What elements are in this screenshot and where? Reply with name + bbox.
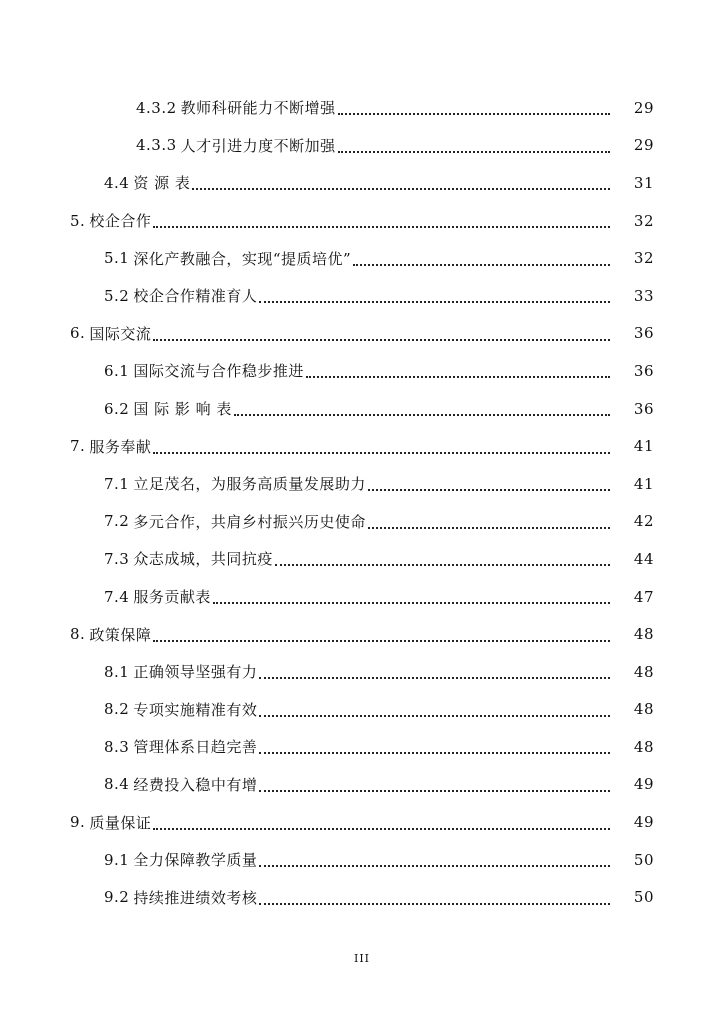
toc-entry[interactable] — [0, 390, 724, 428]
toc-entry[interactable] — [0, 803, 724, 841]
dot-leader — [368, 488, 610, 491]
toc-entry[interactable] — [0, 578, 724, 616]
toc-entry-number: 7.2 — [104, 512, 130, 531]
toc-entry-title: 校企合作 — [89, 212, 152, 231]
toc-entry-number: 6.1 — [104, 361, 130, 380]
toc-entry-title: 国际交流与合作稳步推进 — [133, 362, 304, 381]
dot-leader — [153, 225, 610, 228]
toc-entry-page: 47 — [633, 587, 654, 606]
toc-entry-page: 48 — [633, 700, 654, 719]
toc-entry-title: 管理体系日趋完善 — [133, 738, 258, 757]
toc-entry-title: 立足茂名，为服务高质量发展助力 — [133, 475, 366, 494]
toc-entry-page: 36 — [633, 324, 654, 343]
toc-entry[interactable] — [0, 653, 724, 691]
toc-entry-number: 5. — [70, 211, 86, 230]
toc-entry-title: 多元合作，共肩乡村振兴历史使命 — [133, 512, 366, 531]
toc-entry[interactable] — [0, 465, 724, 503]
toc-entry[interactable] — [0, 427, 724, 465]
toc-entry-number: 8.1 — [104, 662, 130, 681]
toc-entry-number: 4.4 — [104, 173, 130, 192]
toc-entry-page: 48 — [633, 662, 654, 681]
dot-leader — [259, 789, 610, 792]
toc-entry-number: 8.3 — [104, 737, 130, 756]
toc-entry-number: 7. — [70, 437, 86, 456]
dot-leader — [259, 864, 610, 867]
toc-entry-page: 41 — [633, 437, 654, 456]
dot-leader — [368, 526, 610, 529]
toc-entry-number: 7.1 — [104, 474, 130, 493]
toc-entry-number: 9.1 — [104, 850, 130, 869]
toc-entry-title: 正确领导坚强有力 — [133, 663, 258, 682]
dot-leader — [153, 451, 610, 454]
toc-entry-page: 29 — [633, 136, 654, 155]
toc-entry[interactable] — [0, 540, 724, 578]
toc-entry-title: 政策保障 — [89, 625, 152, 644]
dot-leader — [259, 300, 610, 303]
toc-entry-page: 44 — [633, 549, 654, 568]
toc-entry-number: 4.3.2 — [136, 98, 177, 117]
dot-leader — [153, 338, 610, 341]
toc-entry[interactable] — [0, 127, 724, 165]
dot-leader — [234, 413, 610, 416]
toc-entry-number: 7.3 — [104, 549, 130, 568]
toc-entry-title: 专项实施精准有效 — [133, 700, 258, 719]
toc-entry-title: 服务贡献表 — [133, 588, 211, 607]
dot-leader — [259, 676, 610, 679]
toc-entry-title: 服务奉献 — [89, 437, 152, 456]
dot-leader — [259, 714, 610, 717]
toc-entry-title: 教师科研能力不断增强 — [180, 99, 336, 118]
toc-entry-number: 6. — [70, 324, 86, 343]
toc-entry-page: 36 — [633, 399, 654, 418]
toc-entry-page: 29 — [633, 98, 654, 117]
toc-entry-number: 8.4 — [104, 775, 130, 794]
toc-entry-page: 42 — [633, 512, 654, 531]
toc-entry-title: 全力保障教学质量 — [133, 851, 258, 870]
toc-entry-title: 经费投入稳中有增 — [133, 775, 258, 794]
toc-entry-title: 质量保证 — [89, 813, 152, 832]
toc-entry[interactable] — [0, 766, 724, 804]
toc-entry-page: 48 — [633, 625, 654, 644]
toc-entry[interactable] — [0, 691, 724, 729]
toc-entry[interactable] — [0, 352, 724, 390]
dot-leader — [213, 601, 610, 604]
toc-entry-title: 众志成城，共同抗疫 — [133, 550, 273, 569]
dot-leader — [192, 187, 610, 190]
toc-entry-page: 50 — [633, 850, 654, 869]
toc-entry-title: 人才引进力度不断加强 — [180, 136, 336, 155]
toc-entry-title: 资 源 表 — [133, 174, 191, 193]
dot-leader — [338, 112, 610, 115]
toc-entry[interactable] — [0, 89, 724, 127]
dot-leader — [153, 827, 610, 830]
toc-entry[interactable] — [0, 239, 724, 277]
toc-entry-page: 36 — [633, 361, 654, 380]
toc-entry-title: 国际交流 — [89, 324, 152, 343]
toc-entry-number: 9.2 — [104, 888, 130, 907]
toc-entry-page: 33 — [633, 286, 654, 305]
dot-leader — [338, 150, 610, 153]
toc-entry[interactable] — [0, 841, 724, 879]
dot-leader — [275, 563, 610, 566]
toc-entry-page: 32 — [633, 211, 654, 230]
toc-entry-number: 5.1 — [104, 249, 130, 268]
toc-entry-number: 8.2 — [104, 700, 130, 719]
toc-entry-page: 48 — [633, 737, 654, 756]
toc-entry[interactable] — [0, 202, 724, 240]
toc-entry-number: 9. — [70, 813, 86, 832]
toc-entry[interactable] — [0, 615, 724, 653]
toc-entry-number: 5.2 — [104, 286, 130, 305]
toc-entry-title: 国 际 影 响 表 — [133, 400, 232, 419]
toc-entry-page: 31 — [633, 173, 654, 192]
toc-entry[interactable] — [0, 315, 724, 353]
toc-entry-title: 深化产教融合，实现“提质培优” — [133, 249, 352, 268]
toc-entry-number: 4.3.3 — [136, 136, 177, 155]
toc-entry[interactable] — [0, 878, 724, 916]
dot-leader — [259, 902, 610, 905]
toc-entry-page: 49 — [633, 813, 654, 832]
toc-entry-title: 校企合作精准育人 — [133, 287, 258, 306]
toc-entry-page: 50 — [633, 888, 654, 907]
toc-entry-page: 32 — [633, 249, 654, 268]
toc-entry[interactable] — [0, 503, 724, 541]
dot-leader — [259, 751, 610, 754]
toc-entry[interactable] — [0, 164, 724, 202]
toc-entry-page: 49 — [633, 775, 654, 794]
toc-entry-number: 7.4 — [104, 587, 130, 606]
table-of-contents — [0, 89, 724, 916]
page-number: III — [353, 952, 371, 965]
toc-entry-number: 6.2 — [104, 399, 130, 418]
dot-leader — [353, 263, 610, 266]
dot-leader — [306, 375, 610, 378]
toc-entry[interactable] — [0, 728, 724, 766]
toc-entry-title: 持续推进绩效考核 — [133, 888, 258, 907]
toc-entry[interactable] — [0, 277, 724, 315]
toc-entry-number: 8. — [70, 625, 86, 644]
dot-leader — [153, 639, 610, 642]
toc-entry-page: 41 — [633, 474, 654, 493]
